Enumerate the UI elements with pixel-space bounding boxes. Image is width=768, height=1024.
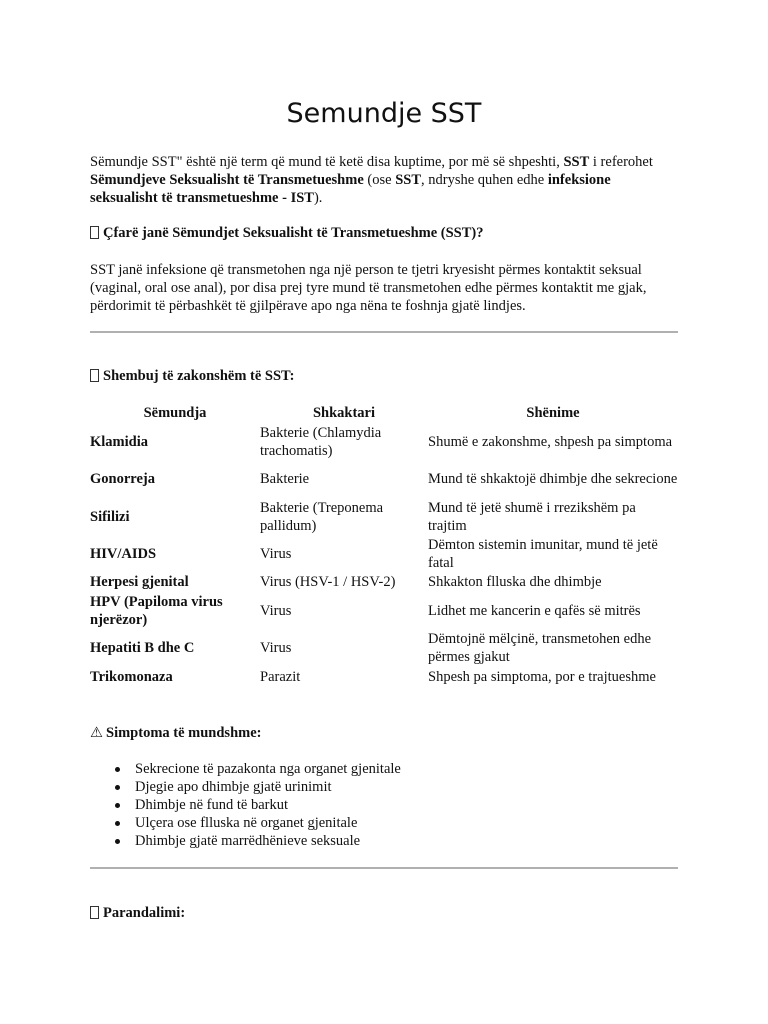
section-heading-symptoms bbox=[90, 724, 261, 742]
list-item: Dhimbje në fund të barkut bbox=[135, 796, 401, 814]
cause-cell: Virus bbox=[260, 640, 292, 656]
disease-cell: Hepatiti B dhe C bbox=[90, 640, 195, 656]
notes-cell: Shpesh pa simptoma, por e trajtueshme bbox=[428, 669, 656, 685]
table-row bbox=[90, 629, 678, 667]
warning-icon: ⚠ bbox=[90, 725, 103, 741]
list-item: Ulçera ose flluska në organet gjenitale bbox=[135, 814, 401, 832]
table-row bbox=[90, 592, 678, 629]
section-heading-text: Shembuj të zakonshëm të SST: bbox=[103, 368, 295, 384]
column-header-cause: Shkaktari bbox=[312, 405, 376, 421]
column-header-notes: Shënime bbox=[526, 405, 580, 421]
notes-cell: Dëmtojnë mëlçinë, transmetohen edhe përmes gjakut bbox=[428, 631, 652, 665]
table-row bbox=[90, 498, 678, 535]
list-item: Djegie apo dhimbje gjatë urinimit bbox=[135, 778, 401, 796]
table-header-row bbox=[90, 403, 678, 423]
notes-cell: Lidhet me kancerin e qafës së mitrës bbox=[428, 602, 641, 619]
list-item: Sekrecione të pazakonta nga organet gjenitale bbox=[135, 761, 401, 777]
column-header-disease: Sëmundja bbox=[143, 405, 207, 421]
notes-cell: Mund të jetë shumë i rrezikshëm pa trajtim bbox=[428, 499, 636, 534]
sst-examples-table bbox=[90, 403, 678, 687]
table-row bbox=[90, 667, 678, 687]
intro-text-3: (ose bbox=[363, 172, 396, 188]
intro-text-5: ). bbox=[313, 190, 323, 206]
horizontal-rule bbox=[90, 867, 678, 869]
cause-cell: Bakterie bbox=[260, 471, 310, 487]
intro-paragraph bbox=[90, 153, 678, 207]
question-emoji-icon bbox=[90, 226, 99, 239]
intro-text-4: , ndryshe quhen edhe bbox=[421, 172, 548, 188]
shield-emoji-icon bbox=[90, 906, 99, 919]
intro-bold-2: Sëmundjeve Seksualisht të Transmetueshme bbox=[90, 172, 364, 188]
disease-cell: HIV/AIDS bbox=[90, 545, 157, 562]
symptoms-list bbox=[90, 760, 401, 850]
section-heading-what-are-sst bbox=[90, 224, 484, 242]
disease-cell: Gonorreja bbox=[90, 471, 155, 487]
section-heading-text: Çfarë janë Sëmundjet Seksualisht të Transmetueshme (SST)? bbox=[103, 225, 484, 241]
section-heading-text: Simptoma të mundshme: bbox=[106, 725, 262, 741]
table-row bbox=[90, 423, 678, 460]
table-row bbox=[90, 535, 678, 572]
section-heading-prevention bbox=[90, 904, 185, 922]
intro-text-2: i referohet bbox=[589, 154, 653, 170]
notes-cell: Shkakton flluska dhe dhimbje bbox=[428, 574, 602, 590]
notes-cell: Shumë e zakonshme, shpesh pa simptoma bbox=[428, 433, 673, 450]
intro-bold-1: SST bbox=[563, 154, 590, 170]
list-emoji-icon bbox=[90, 369, 99, 382]
intro-bold-4: infeksione seksualisht të transmetueshme - IST bbox=[90, 172, 611, 206]
disease-cell: HPV (Papiloma virus njerëzor) bbox=[90, 593, 223, 628]
definition-paragraph: SST janë infeksione që transmetohen nga një person te tjetri kryesisht përmes kontaktit seksual (vaginal, oral ose anal), por disa prej tyre mund të transmetohen edhe përmes kontaktit me gjak, përdorimit të përbashkët të gjilpërave apo nga nëna te foshnja gjatë lindjes. bbox=[90, 262, 647, 314]
cause-cell: Parazit bbox=[260, 669, 301, 685]
intro-bold-3: SST bbox=[395, 172, 421, 188]
cause-cell: Bakterie (Chlamydia trachomatis) bbox=[260, 424, 382, 459]
list-item: Dhimbje gjatë marrëdhënieve seksuale bbox=[135, 832, 401, 850]
table-row bbox=[90, 572, 678, 592]
disease-cell: Trikomonaza bbox=[90, 669, 173, 685]
cause-cell: Bakterie (Treponema pallidum) bbox=[260, 499, 384, 534]
cause-cell: Virus (HSV-1 / HSV-2) bbox=[260, 574, 396, 590]
notes-cell: Mund të shkaktojë dhimbje dhe sekrecione bbox=[428, 471, 678, 487]
notes-cell: Dëmton sistemin imunitar, mund të jetë fatal bbox=[428, 536, 658, 571]
disease-cell: Herpesi gjenital bbox=[90, 574, 189, 590]
section-heading-text: Parandalimi: bbox=[103, 905, 186, 921]
cause-cell: Virus bbox=[260, 602, 292, 619]
page-title: Semundje SST bbox=[286, 98, 482, 129]
section-heading-examples bbox=[90, 367, 294, 385]
table-row bbox=[90, 460, 678, 498]
intro-text-1: Sëmundje SST" është një term që mund të ketë disa kuptime, por më së shpeshti, bbox=[90, 154, 564, 170]
disease-cell: Sifilizi bbox=[90, 508, 130, 525]
horizontal-rule bbox=[90, 331, 678, 333]
cause-cell: Virus bbox=[260, 545, 292, 562]
disease-cell: Klamidia bbox=[90, 433, 149, 450]
